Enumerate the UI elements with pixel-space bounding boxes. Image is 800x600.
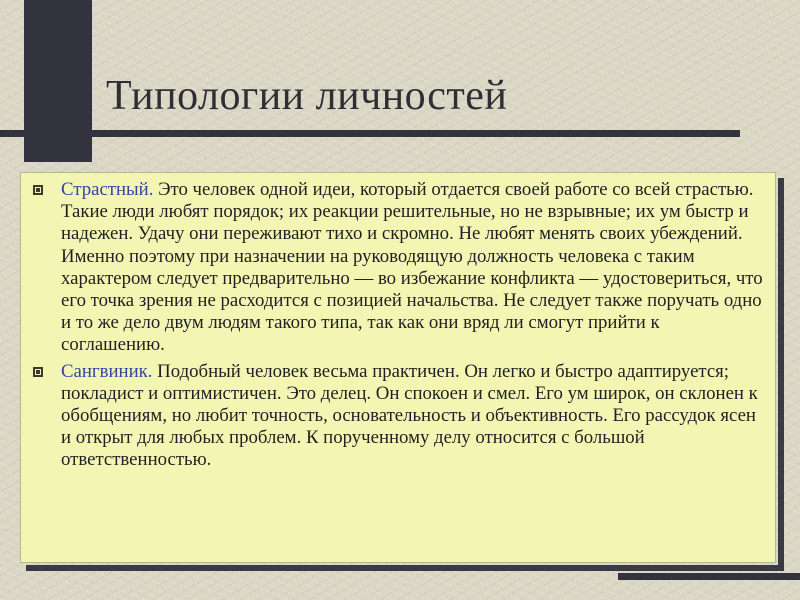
bullet-text: Это человек одной идеи, который отдается своей работе со всей страстью. Такие люди любят порядок; их реакции решительные, но не взрывные; их ум быстр и надежен. Удачу они переживают тихо и скромно. Не любят менять своих убеждений. Именно поэтому при назначении на руководящую должность человека с таким характером следует предварительно — во избежание конфликта — удостовериться, что его точка зрения не расходится с позицией начальства. Не следует также поручать одно и то же дело двум людям такого типа, так как они вряд ли смогут прийти к соглашению. (61, 179, 763, 356)
content-box (20, 172, 776, 563)
bullet-text: Подобный человек весьма практичен. Он легко и быстро адаптируется; покладист и оптимистичен. Это делец. Он спокоен и смел. Его ум широк, он склонен к обобщениям, но любит точность, основательность и объективность. Его рассудок ясен и открыт для любых проблем. К порученному делу относится с большой ответственностью. (61, 360, 758, 471)
bullet-term: Сангвиник. (61, 360, 153, 382)
content-box-shadow-bottom (26, 565, 784, 571)
bullet-item-passionate (31, 179, 765, 357)
decorative-bottom-line (618, 573, 800, 580)
content-box-shadow-right (778, 178, 784, 569)
square-bullet-icon (33, 367, 43, 377)
bullet-item-sanguine (31, 361, 765, 472)
title-underline (0, 130, 740, 137)
slide-title: Типологии личностей (106, 73, 508, 119)
bullet-term: Страстный. (61, 179, 154, 200)
decorative-dark-bar (24, 0, 92, 162)
square-bullet-icon (33, 185, 43, 195)
